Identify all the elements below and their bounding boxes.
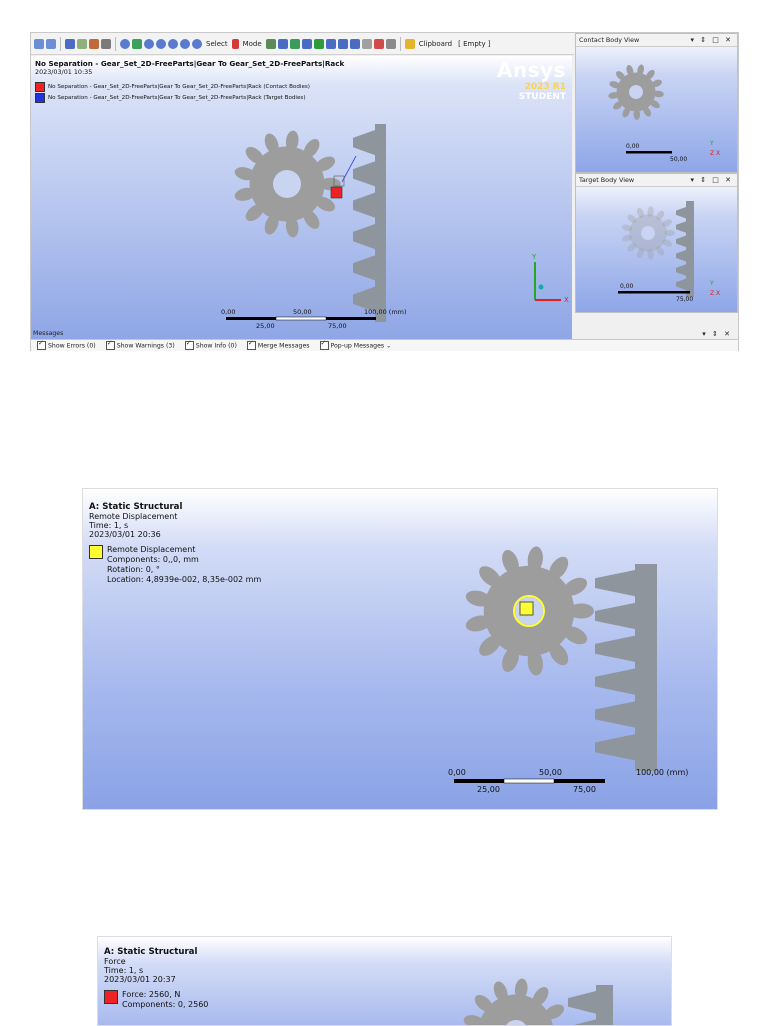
clipboard-icon[interactable] xyxy=(405,39,415,49)
rack-body xyxy=(568,985,613,1025)
expand-icon[interactable] xyxy=(374,39,384,49)
select-button[interactable]: Select xyxy=(206,39,228,48)
extend-selection-icon[interactable] xyxy=(338,39,348,49)
checkbox-icon[interactable] xyxy=(320,341,329,350)
checkbox-icon[interactable] xyxy=(185,341,194,350)
show-errors-checkbox[interactable] xyxy=(37,341,96,350)
scale-tick-label: 75,00 xyxy=(328,322,347,330)
analysis-title: A: Static Structural xyxy=(89,502,183,512)
target-body-view-title: Target Body View xyxy=(579,176,635,184)
checkbox-label: Pop-up Messages xyxy=(330,342,385,350)
select-edge-icon[interactable] xyxy=(278,39,288,49)
legend-line: Components: 0,,0, mm xyxy=(107,555,199,564)
messages-pane xyxy=(31,329,738,351)
scale-tick-label: 0,00 xyxy=(620,283,634,290)
checkbox-label: Show Errors (0) xyxy=(48,342,96,350)
target-body-view-header xyxy=(576,174,737,187)
mode-button[interactable]: Mode xyxy=(242,39,262,48)
rack-body xyxy=(676,201,694,297)
gear-rack-model[interactable] xyxy=(31,56,572,339)
checkbox-label: Show Info (0) xyxy=(195,342,237,350)
pane-controls[interactable]: ▾ ⇕ □ ✕ xyxy=(690,176,733,184)
messages-filters xyxy=(31,340,738,351)
ansys-version: 2023 R1 xyxy=(524,82,566,92)
axis-y-label: Y xyxy=(532,253,537,261)
zoom-out-icon[interactable] xyxy=(168,39,178,49)
remote-displacement-marker xyxy=(520,602,533,615)
target-body-view[interactable] xyxy=(575,173,738,313)
scale-tick-label: 0,00 xyxy=(221,308,236,316)
legend-item-label: No Separation - Gear_Set_2D-FreeParts|Gear To Gear_Set_2D-FreeParts|Rack (Target Bodies) xyxy=(48,95,306,101)
contact-body-graphic xyxy=(576,47,738,173)
pane-controls[interactable]: ▾ ⇕ □ ✕ xyxy=(690,36,733,44)
remote-displacement-viewport[interactable] xyxy=(82,488,718,810)
checkbox-label: Merge Messages xyxy=(257,342,310,350)
magnifier-icon[interactable] xyxy=(192,39,202,49)
gear-tooth xyxy=(568,603,594,618)
scale-tick-label: 100,00 (mm) xyxy=(364,308,407,316)
legend-line: Location: 4,8939e-002, 8,35e-002 mm xyxy=(107,575,262,584)
checkbox-icon[interactable] xyxy=(106,341,115,350)
annotation-line: Remote Displacement xyxy=(89,512,178,521)
select-vertex-icon[interactable] xyxy=(266,39,276,49)
legend-line: Force: 2560, N xyxy=(122,990,181,999)
scale-tick-label: 0,00 xyxy=(626,143,640,150)
legend-line: Remote Displacement xyxy=(107,545,196,554)
zoom-in-icon[interactable] xyxy=(156,39,166,49)
cursor-icon[interactable] xyxy=(232,39,239,49)
scale-tick-label: 100,00 (mm) xyxy=(636,768,689,777)
axis-zx-label: Z X xyxy=(710,150,721,157)
contact-body-view-header xyxy=(576,34,737,47)
extend-limits-icon[interactable] xyxy=(350,39,360,49)
analysis-title: A: Static Structural xyxy=(104,947,198,957)
gear-bore xyxy=(629,85,643,99)
gear-rack-model[interactable] xyxy=(83,489,717,809)
annotation-line: Time: 1, s xyxy=(89,521,129,530)
legend-line: Rotation: 0, ° xyxy=(107,565,160,574)
contact-title: No Separation - Gear_Set_2D-FreeParts|Gear To Gear_Set_2D-FreeParts|Rack xyxy=(35,59,345,68)
coordinate-triad xyxy=(531,253,569,304)
contact-body-view[interactable] xyxy=(575,33,738,173)
annotation-line: Time: 1, s xyxy=(104,966,144,975)
annotation-line: Force xyxy=(104,957,126,966)
gear-bore xyxy=(641,226,655,240)
toolbar-separator xyxy=(400,37,401,51)
contact-body-view-title: Contact Body View xyxy=(579,36,640,44)
gear-bore xyxy=(273,170,301,198)
rotate-icon[interactable] xyxy=(120,39,130,49)
scale-tick-label: 75,00 xyxy=(676,296,694,303)
checkbox-icon[interactable] xyxy=(247,341,256,350)
pane-controls[interactable]: ▾ ⇕ ✕ xyxy=(702,329,732,338)
table-icon[interactable] xyxy=(386,39,396,49)
show-info-checkbox[interactable] xyxy=(185,341,237,350)
zoom-icon[interactable] xyxy=(144,39,154,49)
scale-tick-label: 75,00 xyxy=(573,785,596,794)
popup-messages-checkbox[interactable]: ✓ Pop-up Messages ⌄ xyxy=(320,341,392,350)
edges-icon[interactable] xyxy=(89,39,99,49)
scale-tick-label: 25,00 xyxy=(477,785,500,794)
select-element-icon[interactable] xyxy=(326,39,336,49)
zoom-box-icon[interactable] xyxy=(46,39,56,49)
rack-body xyxy=(353,124,386,322)
clipboard-status: [ Empty ] xyxy=(458,39,491,48)
annotation-line: 2023/03/01 20:37 xyxy=(104,975,176,984)
scale-tick-label: 50,00 xyxy=(670,156,688,163)
mechanical-window xyxy=(30,32,739,351)
scale-bar xyxy=(448,768,688,794)
checkbox-label: Show Warnings (3) xyxy=(116,342,175,350)
axis-x-label: X xyxy=(564,296,569,304)
show-warnings-checkbox[interactable] xyxy=(106,341,175,350)
target-body-graphic xyxy=(576,187,738,313)
wireframe-icon[interactable] xyxy=(77,39,87,49)
scale-tick-label: 50,00 xyxy=(293,308,312,316)
pan-icon[interactable] xyxy=(132,39,142,49)
scale-tick-label: 25,00 xyxy=(256,322,275,330)
legend-item-label: No Separation - Gear_Set_2D-FreeParts|Gear To Gear_Set_2D-FreeParts|Rack (Contact Bodies) xyxy=(48,84,310,90)
rack-body xyxy=(595,564,657,771)
zoom-fit-icon[interactable] xyxy=(34,39,44,49)
axis-y-label: Y xyxy=(710,280,714,287)
ansys-brand: Ansys xyxy=(496,58,566,82)
zoom-to-fit-icon[interactable] xyxy=(180,39,190,49)
contact-date: 2023/03/01 10:35 xyxy=(35,68,93,76)
thicken-icon[interactable] xyxy=(101,39,111,49)
select-node-icon[interactable] xyxy=(314,39,324,49)
toolbar-separator xyxy=(115,37,116,51)
select-face-icon[interactable] xyxy=(290,39,300,49)
checkbox-icon[interactable] xyxy=(37,341,46,350)
gear-tooth xyxy=(664,230,675,236)
axis-zx-label: Z X xyxy=(710,290,721,297)
clipboard-button[interactable]: Clipboard xyxy=(418,39,453,48)
messages-title: Messages xyxy=(33,330,64,337)
scale-tick-label: 50,00 xyxy=(539,768,562,777)
merge-messages-checkbox[interactable] xyxy=(247,341,310,350)
scale-tick-label: 0,00 xyxy=(448,768,466,777)
toolbar-separator xyxy=(60,37,61,51)
graphics-toolbar xyxy=(31,33,574,55)
graphics-viewport[interactable] xyxy=(31,56,572,339)
contact-marker xyxy=(331,187,342,198)
axis-y-label: Y xyxy=(710,140,714,147)
select-body-icon[interactable] xyxy=(302,39,312,49)
gear-rack-model[interactable] xyxy=(98,937,671,1025)
filter-icon[interactable] xyxy=(362,39,372,49)
annotation-line: 2023/03/01 20:36 xyxy=(89,530,161,539)
force-viewport[interactable] xyxy=(97,936,672,1026)
messages-header xyxy=(33,328,736,339)
show-vertices-icon[interactable] xyxy=(65,39,75,49)
ansys-edition: STUDENT xyxy=(518,92,566,102)
legend-line: Components: 0, 2560 xyxy=(122,1000,209,1009)
